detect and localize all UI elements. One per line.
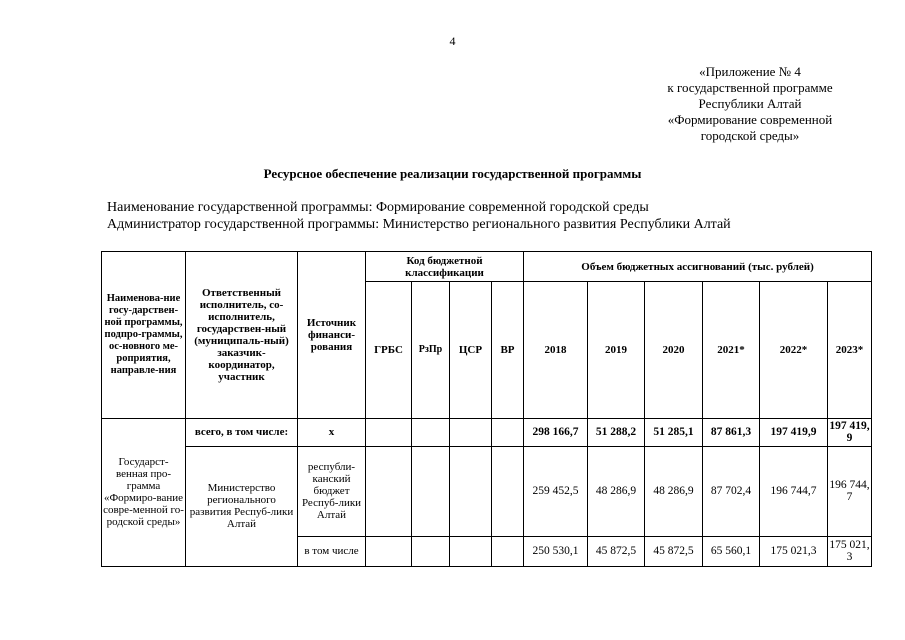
- source-cell: в том числе: [298, 536, 366, 566]
- program-name-cell: Государст-венная про-грамма «Формиро-вание совре-менной го-родской среды»: [102, 418, 186, 566]
- header-year: 2018: [524, 282, 588, 418]
- csr-cell: [450, 418, 492, 446]
- value-cell: 250 530,1: [524, 536, 588, 566]
- header-year: 2020: [645, 282, 703, 418]
- header-year: 2021*: [703, 282, 760, 418]
- csr-cell: [450, 536, 492, 566]
- header-allocations: Объем бюджетных ассигнований (тыс. рублей): [524, 252, 872, 282]
- header-csr: ЦСР: [450, 282, 492, 418]
- vr-cell: [492, 536, 524, 566]
- header-year: 2019: [588, 282, 645, 418]
- table-row-republic-budget: [102, 446, 872, 536]
- grbs-cell: [366, 418, 412, 446]
- value-cell: 196 744,7: [828, 446, 872, 536]
- header-year: 2022*: [760, 282, 828, 418]
- resource-table: [101, 251, 872, 567]
- table-row-total: [102, 418, 872, 446]
- page-number: 4: [449, 34, 456, 48]
- administrator-line: Администратор государственной программы: Министерство регионального развития Республики Алтай: [107, 217, 731, 232]
- header-rzpr: РзПр: [412, 282, 450, 418]
- row-label-total: всего, в том числе:: [186, 418, 298, 446]
- appendix-line-4: «Формирование современной: [667, 112, 833, 127]
- header-executor: Ответственный исполнитель, со-исполнитель, государствен-ный (муниципаль-ный) заказчик-координатор, участник: [186, 252, 298, 419]
- value-cell: 196 744,7: [760, 446, 828, 536]
- value-cell: 87 861,3: [703, 418, 760, 446]
- value-cell: 48 286,9: [645, 446, 703, 536]
- value-cell: 65 560,1: [703, 536, 760, 566]
- grbs-cell: [366, 446, 412, 536]
- value-cell: 298 166,7: [524, 418, 588, 446]
- value-cell: 51 285,1: [645, 418, 703, 446]
- appendix-line-2: к государственной программе: [667, 80, 833, 95]
- table-header-row: [102, 252, 872, 282]
- header-budget-code: Код бюджетной классификации: [366, 252, 524, 282]
- header-grbs: ГРБС: [366, 282, 412, 418]
- header-vr: ВР: [492, 282, 524, 418]
- value-cell: 45 872,5: [588, 536, 645, 566]
- grbs-cell: [366, 536, 412, 566]
- value-cell: 175 021,3: [760, 536, 828, 566]
- rzpr-cell: [412, 418, 450, 446]
- header-name: Наименова-ние госу-дарствен-ной программы, подпро-граммы, ос-новного ме-роприятия, направле-ния: [102, 252, 186, 419]
- rzpr-cell: [412, 536, 450, 566]
- value-cell: 197 419,9: [828, 418, 872, 446]
- appendix-line-3: Республики Алтай: [698, 96, 802, 111]
- value-cell: 259 452,5: [524, 446, 588, 536]
- appendix-header: [620, 64, 880, 144]
- document-title: Ресурсное обеспечение реализации государственной программы: [263, 166, 642, 181]
- rzpr-cell: [412, 446, 450, 536]
- vr-cell: [492, 446, 524, 536]
- appendix-line-1: «Приложение № 4: [699, 64, 801, 79]
- value-cell: 197 419,9: [760, 418, 828, 446]
- source-cell: х: [298, 418, 366, 446]
- value-cell: 48 286,9: [588, 446, 645, 536]
- value-cell: 87 702,4: [703, 446, 760, 536]
- vr-cell: [492, 418, 524, 446]
- executor-cell: Министерство регионального развития Респуб-лики Алтай: [186, 446, 298, 566]
- appendix-line-5: городской среды»: [700, 128, 800, 143]
- value-cell: 45 872,5: [645, 536, 703, 566]
- value-cell: 51 288,2: [588, 418, 645, 446]
- header-year: 2023*: [828, 282, 872, 418]
- header-source: Источник финанси-рования: [298, 252, 366, 419]
- program-name-line: Наименование государственной программы: Формирование современной городской среды: [107, 200, 649, 215]
- source-cell: республи-канский бюджет Респуб-лики Алтай: [298, 446, 366, 536]
- csr-cell: [450, 446, 492, 536]
- value-cell: 175 021,3: [828, 536, 872, 566]
